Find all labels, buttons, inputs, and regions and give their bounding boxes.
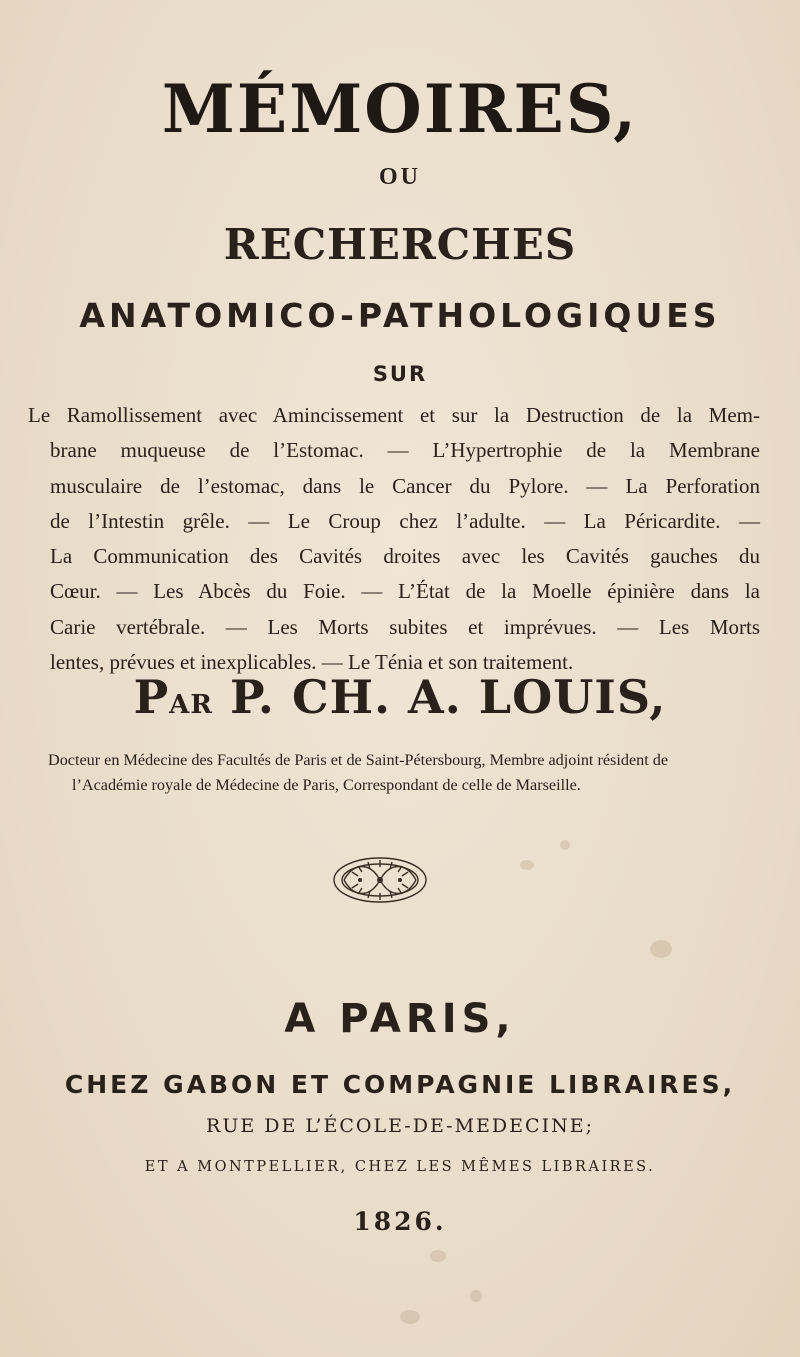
- subject-line: musculaire de l’estomac, dans le Cancer du Pylore. — La Perforation: [50, 473, 760, 498]
- foxing-spot: [430, 1250, 446, 1262]
- imprint-street: RUE DE L’ÉCOLE-DE-MEDECINE;: [206, 1115, 594, 1137]
- foxing-spot: [470, 1290, 482, 1302]
- imprint-montpellier: ET A MONTPELLIER, CHEZ LES MÊMES LIBRAIRES.: [144, 1159, 656, 1175]
- imprint-city: A PARIS,: [284, 996, 516, 1042]
- imprint-year: 1826.: [353, 1207, 447, 1236]
- subject-line: Carie vertébrale. — Les Morts subites et imprévues. — Les Morts: [50, 614, 760, 639]
- title-conjunction: OU: [379, 164, 421, 190]
- author-credentials: [48, 748, 768, 798]
- subject-line: Cœur. — Les Abcès du Foie. — L’État de la Moelle épinière dans la: [50, 579, 760, 604]
- credentials-line: Docteur en Médecine des Facultés de Paris et de Saint-Pétersbourg, Membre adjoint résident de: [48, 751, 669, 769]
- author-line: [0, 670, 800, 724]
- foxing-spot: [650, 940, 672, 958]
- subject-line: La Communication des Cavités droites avec les Cavités gauches du: [50, 544, 760, 569]
- printers-ornament-icon: [330, 852, 430, 908]
- subtitle-recherches: RECHERCHES: [223, 220, 577, 269]
- foxing-spot: [560, 840, 570, 850]
- author-par-rest: AR: [169, 690, 213, 720]
- credentials-line: l’Académie royale de Médecine de Paris, Correspondant de celle de Marseille.: [72, 776, 581, 794]
- subject-line: Le Ramollissement avec Amincissement et sur la Destruction de la Mem-: [28, 403, 760, 427]
- author-par-initial: P: [133, 670, 170, 724]
- author-name: P. CH. A. LOUIS,: [229, 670, 667, 724]
- subject-line: brane muqueuse de l’Estomac. — L’Hypertrophie de la Membrane: [50, 438, 760, 463]
- subtitle-sur: SUR: [372, 362, 428, 386]
- imprint-publisher: CHEZ GABON ET COMPAGNIE LIBRAIRES,: [64, 1070, 736, 1099]
- subject-line: de l’Intestin grêle. — Le Croup chez l’adulte. — La Péricardite. —: [50, 508, 760, 533]
- foxing-spot: [520, 860, 534, 870]
- main-title: MÉMOIRES,: [161, 70, 639, 148]
- subject-line: lentes, prévues et inexplicables. — Le Ténia et son traitement.: [50, 650, 574, 675]
- foxing-spot: [400, 1310, 420, 1324]
- subject-list: [28, 398, 760, 680]
- subtitle-anatomico: ANATOMICO-PATHOLOGIQUES: [79, 296, 721, 335]
